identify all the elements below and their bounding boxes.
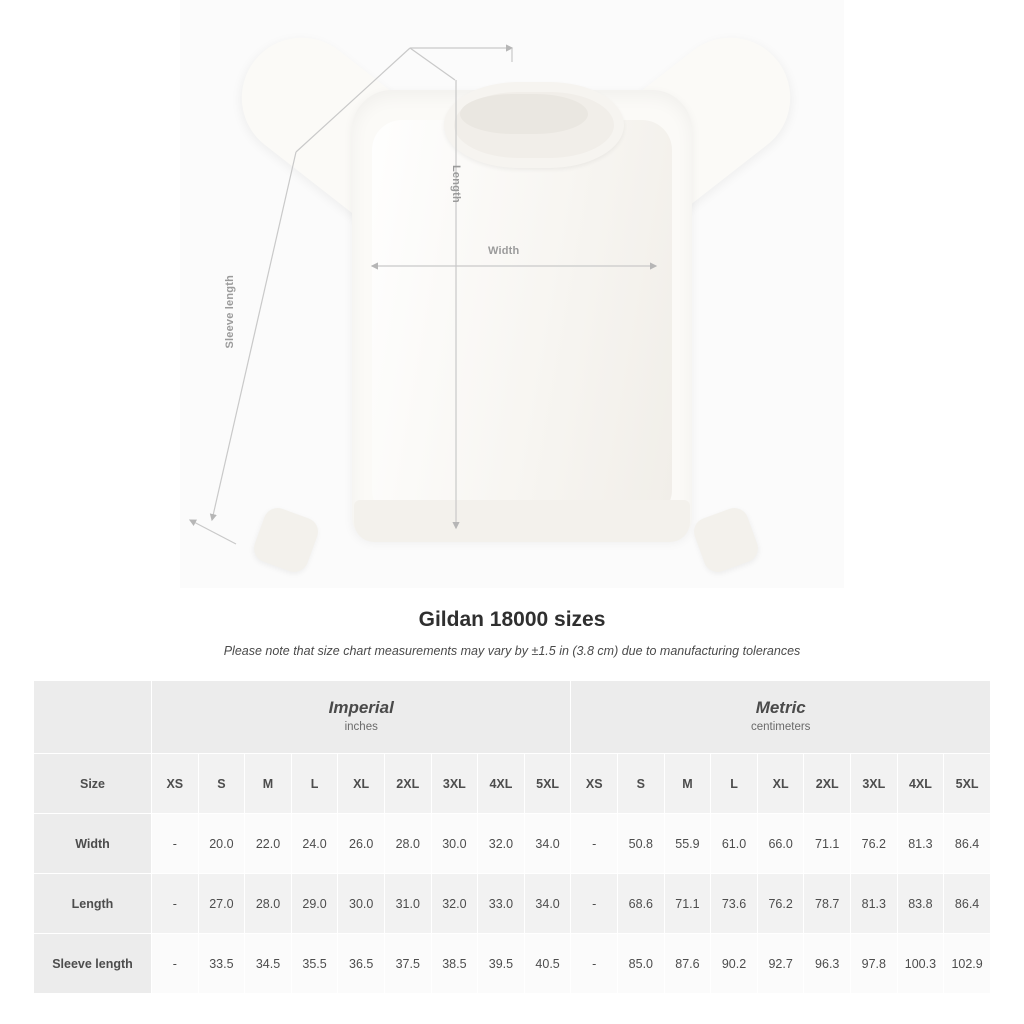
size-col-imperial-l: L <box>291 754 338 814</box>
size-col-imperial-3xl: 3XL <box>431 754 478 814</box>
cell-width-metric-4xl: 81.3 <box>897 814 944 874</box>
cell-width-metric-l: 61.0 <box>711 814 758 874</box>
page-title: Gildan 18000 sizes <box>418 608 606 631</box>
sleeve-length-measurement-label: Sleeve length <box>224 275 236 349</box>
cell-sleeve-metric-2xl: 96.3 <box>804 934 851 994</box>
tolerance-note: Please note that size chart measurements may vary by ±1.5 in (3.8 cm) due to manufacturing tolerances <box>223 644 801 658</box>
title-block <box>0 608 1024 658</box>
cell-sleeve-imperial-s: 33.5 <box>198 934 245 994</box>
row-label-sleeve-length: Sleeve length <box>34 934 152 994</box>
size-col-metric-3xl: 3XL <box>851 754 898 814</box>
cell-width-imperial-5xl: 34.0 <box>524 814 571 874</box>
size-chart-table-wrapper <box>33 680 991 994</box>
cell-width-imperial-l: 24.0 <box>291 814 338 874</box>
cell-sleeve-metric-5xl: 102.9 <box>944 934 991 994</box>
cell-sleeve-imperial-4xl: 39.5 <box>478 934 525 994</box>
size-col-imperial-4xl: 4XL <box>478 754 525 814</box>
sweatshirt-illustration <box>182 60 842 560</box>
cell-length-imperial-5xl: 34.0 <box>524 874 571 934</box>
unit-name-metric: Metric <box>755 698 806 717</box>
size-col-imperial-xl: XL <box>338 754 385 814</box>
size-header-label: Size <box>34 754 152 814</box>
cell-length-imperial-xl: 30.0 <box>338 874 385 934</box>
cell-sleeve-imperial-l: 35.5 <box>291 934 338 994</box>
size-col-metric-5xl: 5XL <box>944 754 991 814</box>
size-col-metric-4xl: 4XL <box>897 754 944 814</box>
cell-sleeve-imperial-xl: 36.5 <box>338 934 385 994</box>
cell-width-imperial-3xl: 30.0 <box>431 814 478 874</box>
cell-length-metric-5xl: 86.4 <box>944 874 991 934</box>
cell-sleeve-imperial-3xl: 38.5 <box>431 934 478 994</box>
size-chart-table <box>33 680 991 994</box>
unit-sub-imperial: inches <box>344 721 378 733</box>
size-col-metric-l: L <box>711 754 758 814</box>
cell-width-metric-xl: 66.0 <box>757 814 804 874</box>
unit-header-row <box>34 681 991 754</box>
cell-width-metric-2xl: 71.1 <box>804 814 851 874</box>
row-label-length: Length <box>34 874 152 934</box>
unit-name-imperial: Imperial <box>328 698 394 717</box>
size-col-metric-xl: XL <box>757 754 804 814</box>
cell-width-metric-xs: - <box>571 814 618 874</box>
size-col-imperial-5xl: 5XL <box>524 754 571 814</box>
table-row <box>34 934 991 994</box>
cell-sleeve-metric-s: 85.0 <box>618 934 665 994</box>
cell-length-metric-l: 73.6 <box>711 874 758 934</box>
cell-sleeve-imperial-m: 34.5 <box>245 934 292 994</box>
cell-width-imperial-xl: 26.0 <box>338 814 385 874</box>
size-col-metric-xs: XS <box>571 754 618 814</box>
table-corner-cell <box>34 681 152 754</box>
garment-body-shading <box>372 120 672 520</box>
cell-sleeve-imperial-2xl: 37.5 <box>384 934 431 994</box>
cell-length-metric-4xl: 83.8 <box>897 874 944 934</box>
length-measurement-label: Length <box>450 165 462 203</box>
cell-width-metric-5xl: 86.4 <box>944 814 991 874</box>
size-header-row <box>34 754 991 814</box>
size-col-metric-m: M <box>664 754 711 814</box>
cell-length-imperial-s: 27.0 <box>198 874 245 934</box>
size-col-metric-s: S <box>618 754 665 814</box>
cell-length-metric-xl: 76.2 <box>757 874 804 934</box>
width-measurement-label: Width <box>488 245 520 257</box>
cell-length-metric-m: 71.1 <box>664 874 711 934</box>
size-col-imperial-m: M <box>245 754 292 814</box>
size-col-imperial-s: S <box>198 754 245 814</box>
cell-length-metric-3xl: 81.3 <box>851 874 898 934</box>
garment-hem <box>354 500 690 542</box>
unit-header-metric <box>571 681 991 754</box>
cell-length-imperial-m: 28.0 <box>245 874 292 934</box>
cell-sleeve-metric-m: 87.6 <box>664 934 711 994</box>
garment-collar-inner <box>460 94 588 134</box>
cell-length-metric-s: 68.6 <box>618 874 665 934</box>
cell-length-imperial-l: 29.0 <box>291 874 338 934</box>
unit-header-imperial <box>152 681 571 754</box>
size-col-imperial-2xl: 2XL <box>384 754 431 814</box>
cell-length-imperial-3xl: 32.0 <box>431 874 478 934</box>
cell-width-imperial-2xl: 28.0 <box>384 814 431 874</box>
cell-sleeve-imperial-xs: - <box>152 934 199 994</box>
row-label-width: Width <box>34 814 152 874</box>
size-col-metric-2xl: 2XL <box>804 754 851 814</box>
cell-length-imperial-2xl: 31.0 <box>384 874 431 934</box>
unit-sub-metric: centimeters <box>751 721 811 733</box>
cell-width-metric-s: 50.8 <box>618 814 665 874</box>
cell-length-imperial-4xl: 33.0 <box>478 874 525 934</box>
cell-sleeve-imperial-5xl: 40.5 <box>524 934 571 994</box>
cell-width-imperial-4xl: 32.0 <box>478 814 525 874</box>
cell-length-imperial-xs: - <box>152 874 199 934</box>
cell-sleeve-metric-3xl: 97.8 <box>851 934 898 994</box>
cell-sleeve-metric-xs: - <box>571 934 618 994</box>
cell-width-metric-3xl: 76.2 <box>851 814 898 874</box>
table-row <box>34 814 991 874</box>
cell-length-metric-xs: - <box>571 874 618 934</box>
cell-length-metric-2xl: 78.7 <box>804 874 851 934</box>
size-col-imperial-xs: XS <box>152 754 199 814</box>
cell-sleeve-metric-l: 90.2 <box>711 934 758 994</box>
cell-width-imperial-m: 22.0 <box>245 814 292 874</box>
cell-width-imperial-s: 20.0 <box>198 814 245 874</box>
cell-width-metric-m: 55.9 <box>664 814 711 874</box>
cell-sleeve-metric-xl: 92.7 <box>757 934 804 994</box>
cell-width-imperial-xs: - <box>152 814 199 874</box>
table-row <box>34 874 991 934</box>
cell-sleeve-metric-4xl: 100.3 <box>897 934 944 994</box>
